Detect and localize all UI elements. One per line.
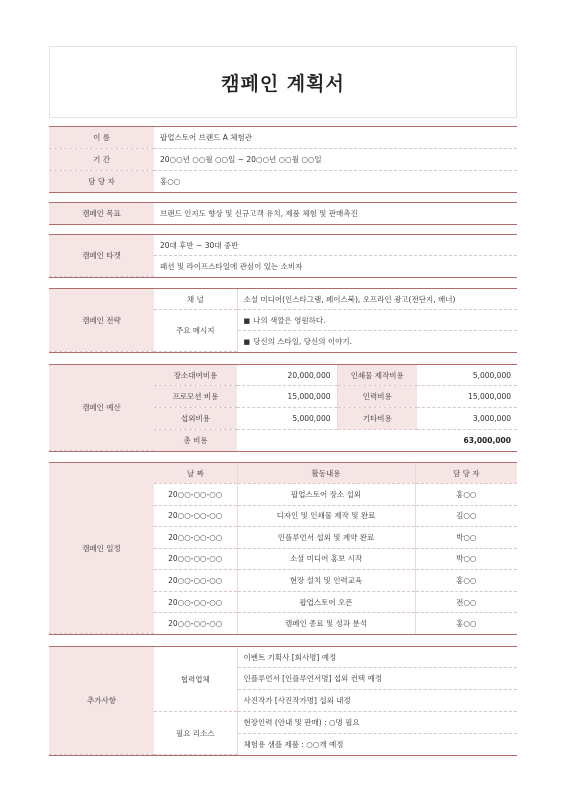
- budget-item-value: 3,000,000: [417, 408, 517, 430]
- bullet-icon: ■: [243, 337, 251, 346]
- extra-label: 추가사항: [49, 647, 154, 755]
- budget-item-label: 인력비용: [337, 386, 417, 408]
- partner-item: 이벤트 기획사 [회사명] 예정: [237, 647, 517, 668]
- budget-item-label: 섭외비용: [154, 408, 237, 430]
- manager-label: 담 당 자: [49, 171, 154, 192]
- budget-item-value: 5,000,000: [237, 408, 337, 430]
- schedule-date: 20○○-○○-○○: [154, 484, 237, 506]
- schedule-owner: 홍○○: [456, 618, 477, 628]
- budget-total-label: 총 비용: [154, 430, 237, 451]
- resource-label: 필요 리소스: [154, 712, 237, 755]
- resource-item: 체험용 샘플 제품 : ○○개 예정: [243, 739, 344, 749]
- schedule-activity: 디자인 및 인쇄물 제작 및 완료: [237, 505, 415, 527]
- goal-value: 브랜드 인지도 향상 및 신규고객 유치, 제품 체험 및 판매촉진: [160, 209, 358, 218]
- partner-item: 사진작가 [사진작가명] 섭외 내정: [237, 690, 517, 712]
- target-label: 캠페인 타겟: [49, 235, 154, 277]
- schedule-date: 20○○-○○-○○: [154, 570, 237, 592]
- schedule-activity: 인플루언서 섭외 및 계약 완료: [237, 527, 415, 549]
- strategy-section: [49, 288, 517, 353]
- goal-label: 캠페인 목표: [49, 203, 154, 224]
- schedule-date: 20○○-○○-○○: [154, 527, 237, 549]
- page-title: 캠페인 계획서: [221, 72, 345, 95]
- schedule-owner: 김○○: [415, 505, 517, 527]
- name-label: 이 름: [49, 127, 154, 148]
- budget-section: [49, 364, 517, 452]
- budget-item-value: 5,000,000: [417, 365, 517, 386]
- schedule-owner: 홍○○: [415, 484, 517, 506]
- period-label: 기 간: [49, 148, 154, 170]
- schedule-header-owner: 담 당 자: [415, 463, 517, 484]
- schedule-label: 캠페인 일정: [49, 463, 154, 634]
- budget-label: 캠페인 예산: [49, 365, 154, 451]
- schedule-activity: 팝업스토어 장소 섭외: [237, 484, 415, 506]
- title-box: [49, 46, 517, 118]
- target-line: 20대 후반 ~ 30대 중반: [154, 235, 517, 256]
- resource-item: 현장인력 (안내 및 판매) : ○명 필요: [237, 712, 517, 734]
- schedule-date: 20○○-○○-○○: [154, 505, 237, 527]
- budget-item-label: 프로모션 비용: [154, 386, 237, 408]
- channel-value: 소셜 미디어(인스타그램, 페이스북), 오프라인 광고(전단지, 배너): [237, 289, 517, 310]
- bullet-icon: ■: [243, 316, 251, 325]
- schedule-date: 20○○-○○-○○: [154, 591, 237, 613]
- strategy-label: 캠페인 전략: [49, 289, 154, 352]
- channel-label: 채 널: [154, 289, 237, 310]
- extra-section: [49, 646, 517, 756]
- schedule-owner: 홍○○: [415, 570, 517, 592]
- message-text: 당신의 스타일, 당신의 이야기.: [253, 336, 352, 346]
- schedule-section: [49, 462, 517, 635]
- schedule-owner: 전○○: [415, 591, 517, 613]
- schedule-activity: 팝업스토어 오픈: [237, 591, 415, 613]
- budget-total-value: 63,000,000: [463, 435, 511, 445]
- budget-item-label: 인쇄물 제작비용: [337, 365, 417, 386]
- schedule-owner: 박○○: [415, 527, 517, 549]
- schedule-activity: 캠페인 종료 및 성과 분석: [237, 613, 415, 634]
- budget-item-value: 20,000,000: [237, 365, 337, 386]
- schedule-date: 20○○-○○-○○: [154, 548, 237, 570]
- schedule-activity: 현장 설치 및 인력교육: [237, 570, 415, 592]
- message-item: [237, 310, 517, 331]
- budget-item-label: 장소대여비용: [154, 365, 237, 386]
- message-label: 주요 메시지: [154, 310, 237, 352]
- schedule-owner: 박○○: [415, 548, 517, 570]
- partner-label: 협력업체: [154, 647, 237, 712]
- info-section: [49, 126, 517, 193]
- budget-item-value: 15,000,000: [417, 386, 517, 408]
- message-text: 나의 색깔은 영원하다.: [253, 315, 326, 325]
- schedule-header-activity: 활동내용: [237, 463, 415, 484]
- manager-value: 홍○○: [160, 177, 181, 187]
- goal-section: [49, 202, 517, 225]
- period-value: 20○○년 ○○월 ○○일 ~ 20○○년 ○○월 ○○일: [154, 148, 517, 170]
- name-value: 팝업스토어 브랜드 A 체험관: [154, 127, 517, 148]
- schedule-date: 20○○-○○-○○: [154, 613, 237, 634]
- budget-item-label: 기타비용: [337, 408, 417, 430]
- partner-item: 인플루언서 [인플루언서명] 섭외 컨텍 예정: [237, 668, 517, 690]
- schedule-header-date: 날 짜: [154, 463, 237, 484]
- target-line: 패션 및 라이프스타일에 관심이 있는 소비자: [160, 261, 303, 271]
- message-item: [237, 331, 517, 352]
- target-section: [49, 234, 517, 278]
- schedule-activity: 소셜 미디어 홍보 시작: [237, 548, 415, 570]
- budget-item-value: 15,000,000: [237, 386, 337, 408]
